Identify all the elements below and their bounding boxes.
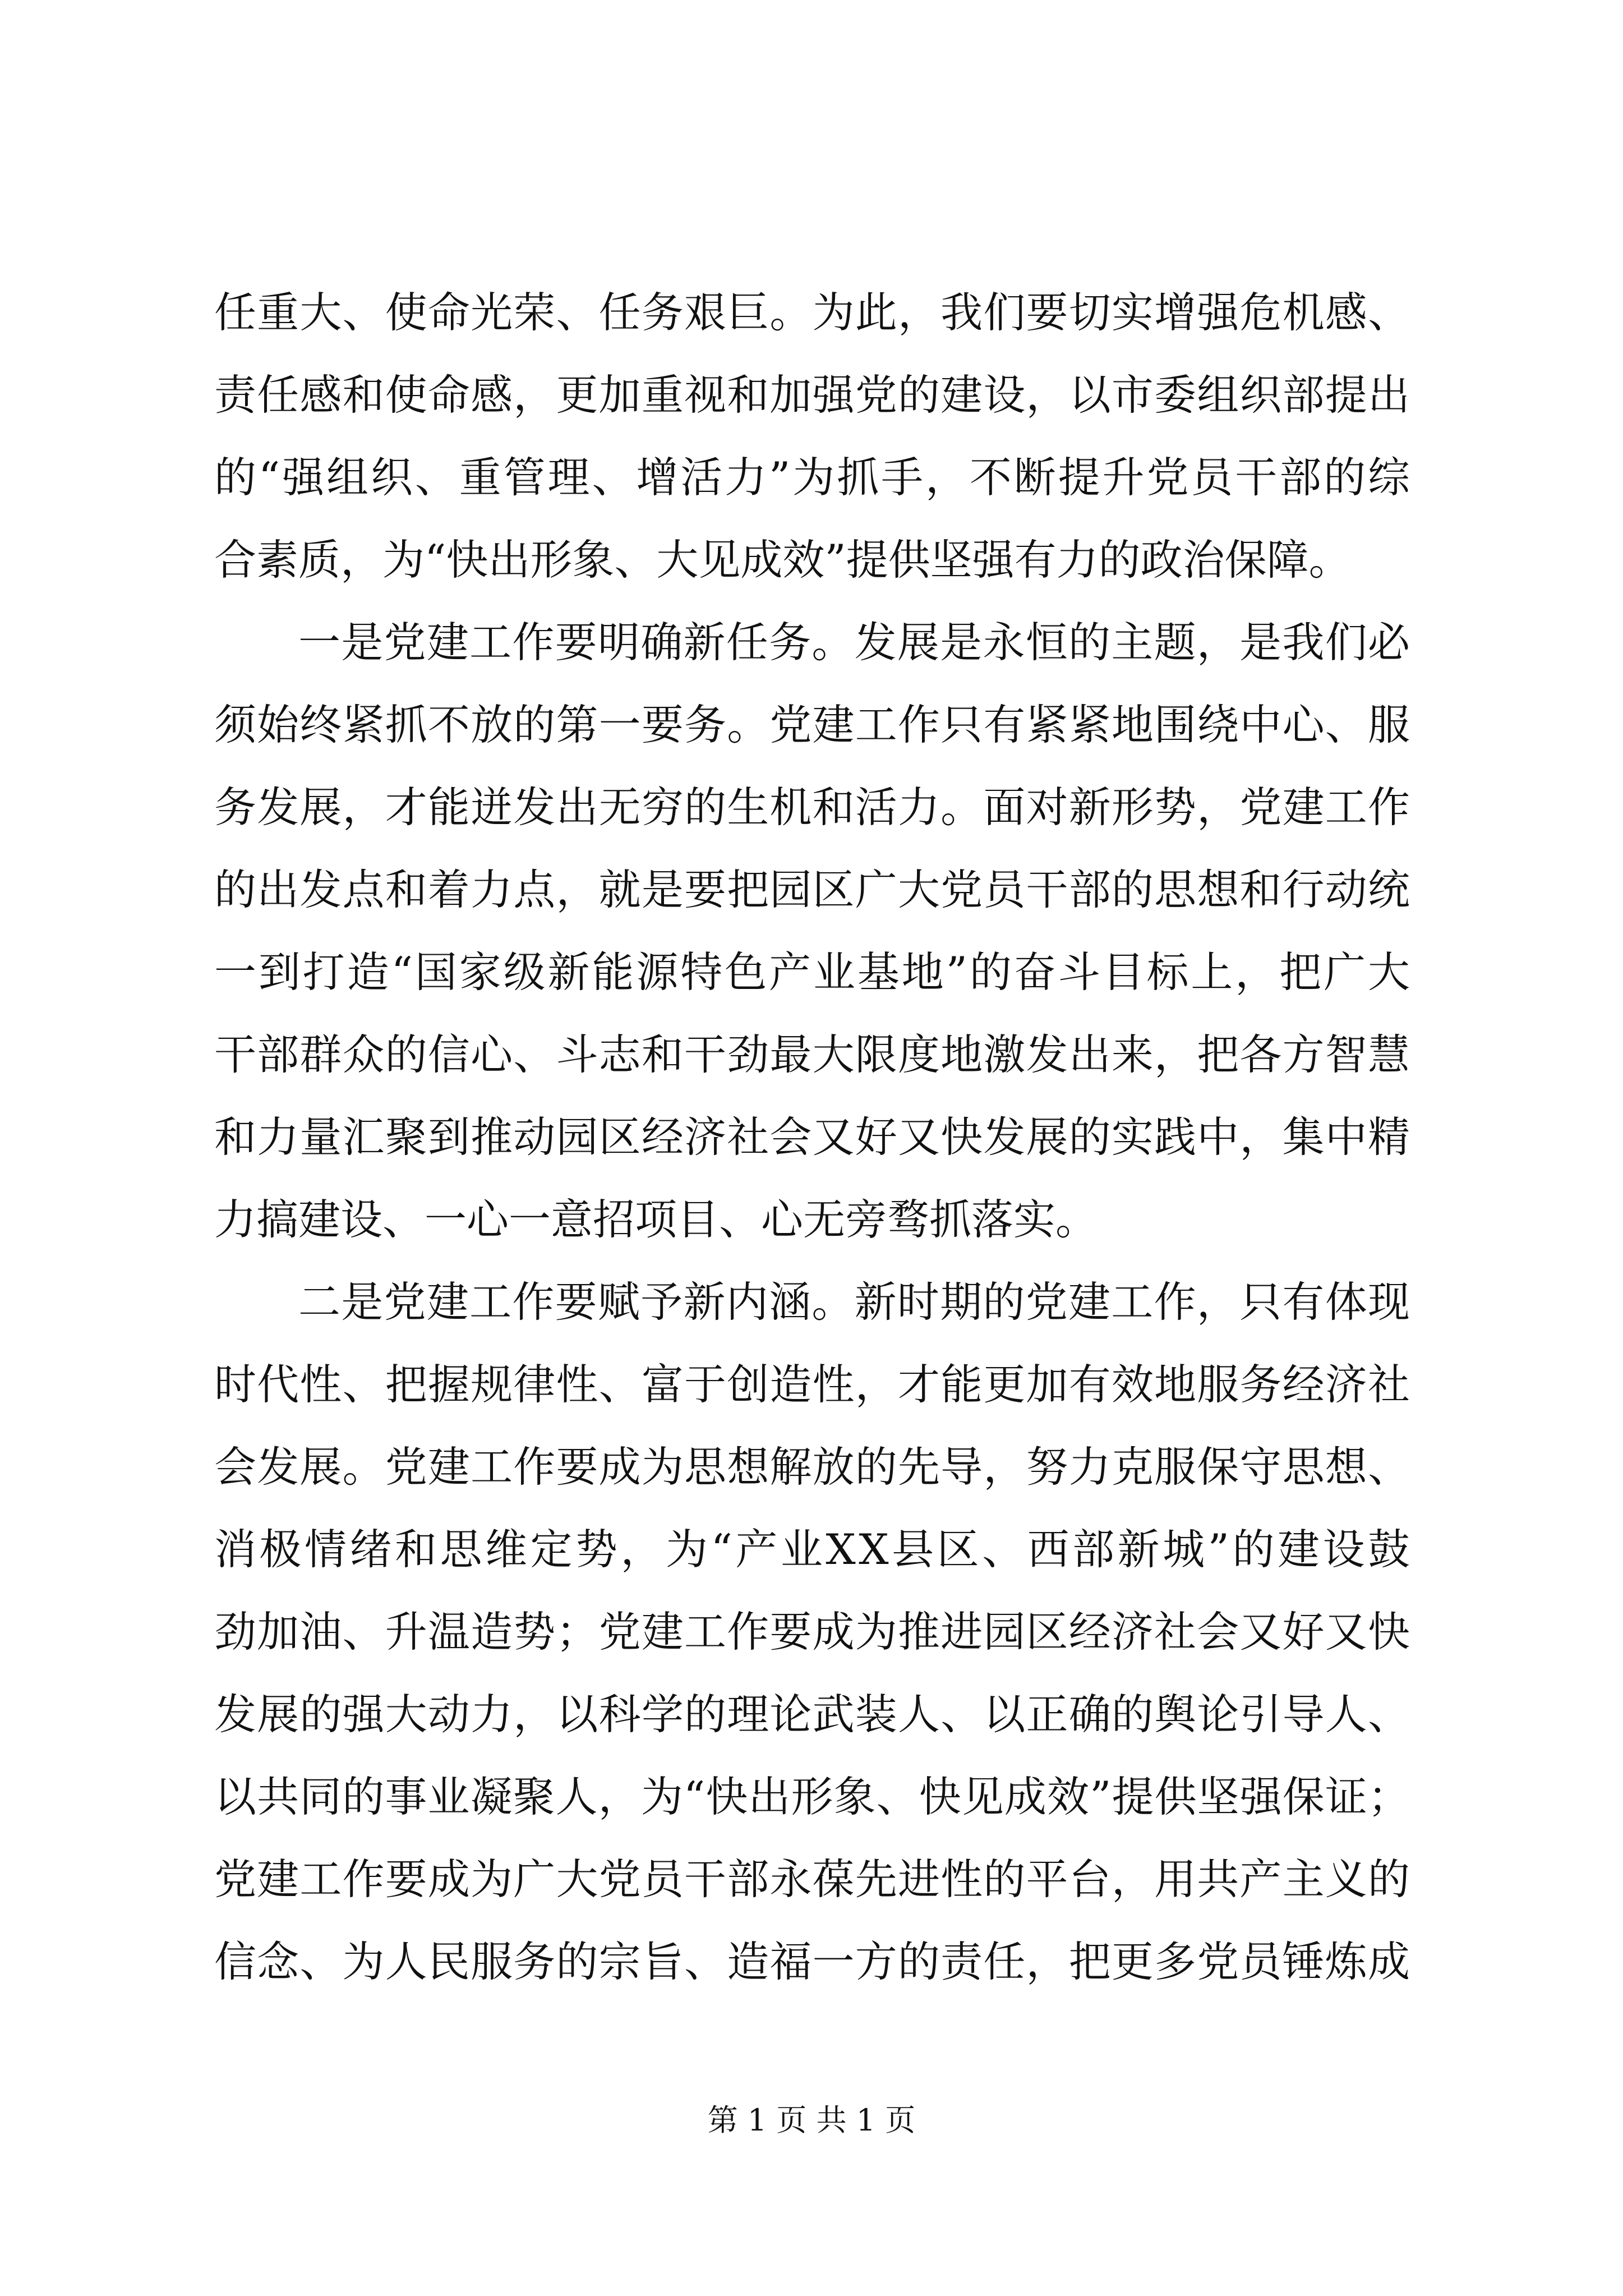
text-line: 党建工作要成为广大党员干部永葆先进性的平台，用共产主义的 [214,1855,1411,1904]
text-line: 的“强组织、重管理、增活力”为抓手，不断提升党员干部的综 [214,453,1412,502]
text-line: 的出发点和着力点，就是要把园区广大党员干部的思想和行动统 [214,865,1411,914]
text-line: 劲加油、升温造势；党建工作要成为推进园区经济社会又好又快 [214,1607,1411,1657]
text-line: 时代性、把握规律性、富于创造性，才能更加有效地服务经济社 [214,1360,1411,1409]
text-line: 须始终紧抓不放的第一要务。党建工作只有紧紧地围绕中心、服 [214,700,1411,749]
text-line: 和力量汇聚到推动园区经济社会又好又快发展的实践中，集中精 [214,1112,1411,1162]
text-line: 务发展，才能迸发出无穷的生机和活力。面对新形势，党建工作 [214,783,1411,832]
text-line: 干部群众的信心、斗志和干劲最大限度地激发出来，把各方智慧 [214,1030,1411,1079]
text-line: 消极情绪和思维定势，为“产业XX县区、西部新城”的建设鼓 [214,1525,1413,1574]
text-line: 以共同的事业凝聚人，为“快出形象、快见成效”提供坚强保证； [214,1772,1411,1821]
text-line: 合素质，为“快出形象、大见成效”提供坚强有力的政治保障。 [214,535,1351,585]
text-line: 责任感和使命感，更加重视和加强党的建设，以市委组织部提出 [214,370,1411,420]
document-body [214,272,1413,2003]
paragraph-first-line: 一是党建工作要明确新任务。发展是永恒的主题，是我们必 [298,618,1411,667]
paragraph-first-line: 二是党建工作要赋予新内涵。新时期的党建工作，只有体现 [298,1277,1411,1327]
text-line: 会发展。党建工作要成为思想解放的先导，努力克服保守思想、 [214,1442,1411,1492]
page-footer: 第 1 页 共 1 页 [707,2102,916,2138]
text-line: 任重大、使命光荣、任务艰巨。为此，我们要切实增强危机感、 [214,288,1411,337]
text-line: 力搞建设、一心一意招项目、心无旁骛抓落实。 [214,1195,1098,1244]
text-line: 一到打造“国家级新能源特色产业基地”的奋斗目标上，把广大 [214,947,1412,997]
text-line: 信念、为人民服务的宗旨、造福一方的责任，把更多党员锤炼成 [214,1937,1411,1986]
text-line: 发展的强大动力，以科学的理论武装人、以正确的舆论引导人、 [214,1690,1411,1739]
